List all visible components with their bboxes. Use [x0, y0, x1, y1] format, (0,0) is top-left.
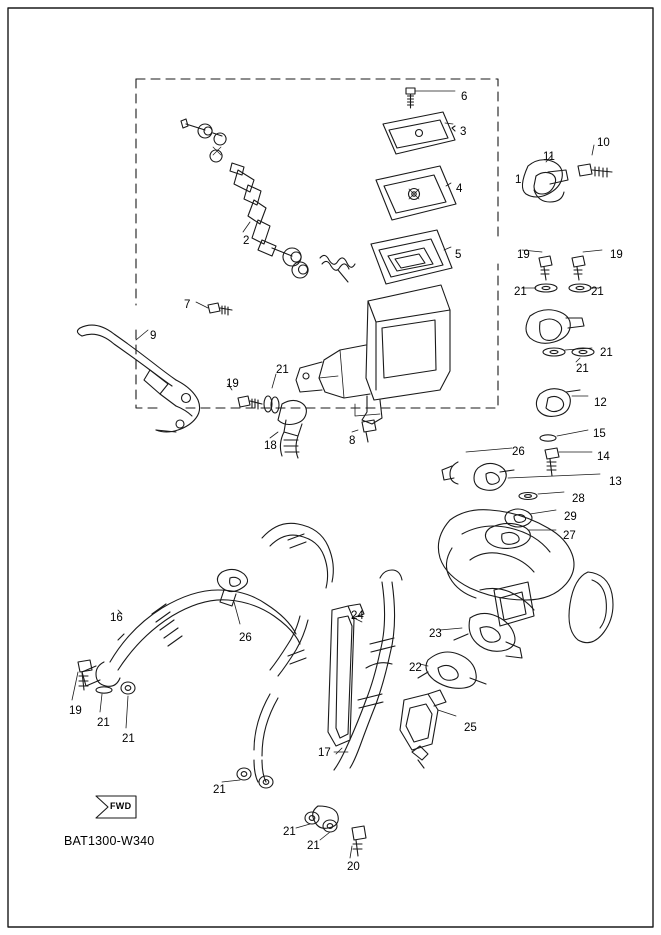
callout-number-22: 22 [409, 662, 422, 674]
callout-number-21: 21 [283, 826, 296, 838]
callout-number-10: 10 [597, 137, 610, 149]
callout-number-5: 5 [455, 249, 462, 261]
callout-number-16: 16 [110, 612, 123, 624]
callout-number-11: 11 [543, 151, 555, 163]
callout-number-29: 29 [564, 511, 577, 523]
callout-number-25: 25 [464, 722, 477, 734]
callout-number-9: 9 [150, 330, 157, 342]
callout-number-26: 26 [239, 632, 252, 644]
callout-number-21: 21 [514, 286, 527, 298]
callout-number-21: 21 [307, 840, 320, 852]
callout-number-19: 19 [226, 378, 239, 390]
fwd-direction-label: FWD [110, 801, 132, 811]
callout-number-13: 13 [609, 476, 622, 488]
callout-number-21: 21 [122, 733, 135, 745]
callout-number-6: 6 [461, 91, 468, 103]
callout-number-21: 21 [276, 364, 289, 376]
callout-number-26: 26 [512, 446, 525, 458]
callout-number-14: 14 [597, 451, 610, 463]
callout-number-23: 23 [429, 628, 442, 640]
callout-number-20: 20 [347, 861, 360, 873]
callout-number-21: 21 [600, 347, 613, 359]
part-code-label: BAT1300-W340 [64, 834, 155, 848]
callout-number-7: 7 [184, 299, 191, 311]
callout-number-24: 24 [351, 610, 364, 622]
callout-number-12: 12 [594, 397, 607, 409]
callout-number-21: 21 [97, 717, 110, 729]
callout-number-17: 17 [318, 747, 331, 759]
callout-number-15: 15 [593, 428, 606, 440]
callout-number-3: 3 [460, 126, 467, 138]
callout-number-19: 19 [69, 705, 82, 717]
callout-number-21: 21 [591, 286, 604, 298]
callout-number-21: 21 [576, 363, 589, 375]
callout-number-2: 2 [243, 235, 250, 247]
callout-number-27: 27 [563, 530, 576, 542]
callout-number-19: 19 [610, 249, 623, 261]
callout-number-4: 4 [456, 183, 463, 195]
callout-number-8: 8 [349, 435, 356, 447]
callout-number-1: 1 [515, 174, 522, 186]
callout-number-21: 21 [213, 784, 226, 796]
callout-number-18: 18 [264, 440, 277, 452]
callout-number-19: 19 [517, 249, 530, 261]
callout-number-28: 28 [572, 493, 585, 505]
